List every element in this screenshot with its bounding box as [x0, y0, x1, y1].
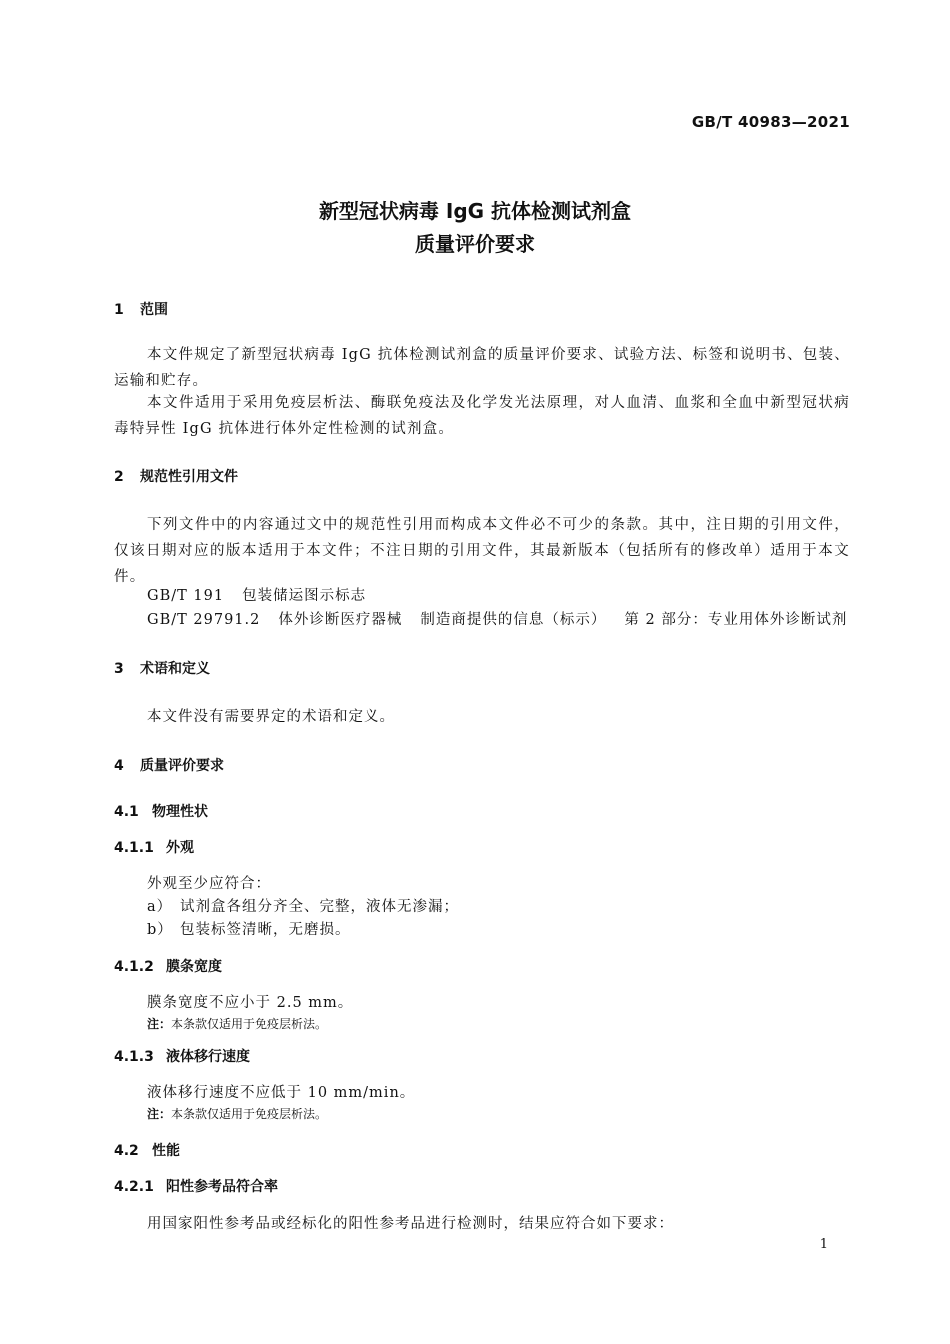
- section-title: 术语和定义: [140, 661, 210, 677]
- section-number: 4.1.3: [114, 1049, 154, 1065]
- section-1-heading: [114, 299, 168, 319]
- section-4-1-2-note: [147, 1015, 327, 1032]
- list-item-a: [147, 895, 459, 916]
- section-4-1-1-intro: 外观至少应符合：: [147, 876, 271, 892]
- section-1-paragraph-2: 本文件适用于采用免疫层析法、酶联免疫法及化学发光法原理，对人血清、血浆和全血中新型冠状病毒特异性 IgG 抗体进行体外定性检测的试剂盒。: [114, 395, 850, 437]
- section-number: 4.1.2: [114, 959, 154, 975]
- section-title: 性能: [152, 1143, 180, 1159]
- section-number: 4.1.1: [114, 840, 154, 856]
- section-title: 物理性状: [152, 804, 208, 820]
- note-text: 本条款仅适用于免疫层析法。: [171, 1107, 328, 1121]
- list-label: b）: [147, 922, 173, 938]
- section-4-2-heading: [114, 1140, 180, 1160]
- section-1-paragraph-1: 本文件规定了新型冠状病毒 IgG 抗体检测试剂盒的质量评价要求、试验方法、标签和说明书、包装、运输和贮存。: [114, 347, 850, 389]
- section-number: 4.1: [114, 804, 139, 820]
- section-4-2-1-heading: [114, 1176, 278, 1196]
- section-number: 2: [114, 469, 124, 485]
- reference-title-part-a: 体外诊断医疗器械: [278, 612, 403, 628]
- section-title: 质量评价要求: [140, 758, 224, 774]
- section-4-1-heading: [114, 801, 208, 821]
- reference-code: GB/T 191: [147, 588, 225, 604]
- document-title-line1: 新型冠状病毒 IgG 抗体检测试剂盒: [318, 199, 632, 223]
- section-number: 4.2: [114, 1143, 139, 1159]
- section-title: 膜条宽度: [166, 959, 222, 975]
- section-title: 范围: [140, 302, 168, 318]
- reference-code: GB/T 29791.2: [147, 612, 261, 628]
- standard-number: GB/T 40983—2021: [691, 113, 850, 131]
- page-number: 1: [819, 1237, 828, 1252]
- section-title: 规范性引用文件: [140, 469, 238, 485]
- reference-gbt-29791-2: [147, 608, 847, 629]
- reference-gbt-191: [147, 584, 366, 605]
- section-number: 4.2.1: [114, 1179, 154, 1195]
- reference-title-part-b: 制造商提供的信息（标示）: [420, 612, 607, 628]
- list-label: a）: [147, 899, 173, 915]
- section-4-1-3-heading: [114, 1046, 250, 1066]
- reference-title: 包装储运图示标志: [242, 588, 367, 604]
- note-label: 注：: [147, 1017, 172, 1031]
- section-3-heading: [114, 658, 210, 678]
- section-title: 阳性参考品符合率: [166, 1179, 278, 1195]
- section-4-1-2-paragraph: 膜条宽度不应小于 2.5 mm。: [147, 995, 354, 1011]
- section-number: 1: [114, 302, 124, 318]
- section-4-1-3-note: [147, 1105, 327, 1122]
- document-title-line2: 质量评价要求: [415, 232, 535, 256]
- section-2-paragraph-1: 下列文件中的内容通过文中的规范性引用而构成本文件必不可少的条款。其中，注日期的引用文件，仅该日期对应的版本适用于本文件；不注日期的引用文件，其最新版本（包括所有的修改单）适用于本文件。: [114, 517, 850, 585]
- section-4-1-2-heading: [114, 956, 222, 976]
- section-title: 外观: [166, 840, 194, 856]
- list-item-b: [147, 918, 351, 939]
- section-2-heading: [114, 466, 238, 486]
- section-number: 4: [114, 758, 124, 774]
- list-text: 试剂盒各组分齐全、完整，液体无渗漏；: [180, 899, 459, 915]
- section-3-paragraph-1: 本文件没有需要界定的术语和定义。: [147, 709, 395, 725]
- note-label: 注：: [147, 1107, 172, 1121]
- section-title: 液体移行速度: [166, 1049, 250, 1065]
- section-4-1-3-paragraph: 液体移行速度不应低于 10 mm/min。: [147, 1085, 416, 1101]
- section-4-2-1-paragraph: 用国家阳性参考品或经标化的阳性参考品进行检测时，结果应符合如下要求：: [147, 1216, 674, 1232]
- note-text: 本条款仅适用于免疫层析法。: [171, 1017, 328, 1031]
- section-number: 3: [114, 661, 124, 677]
- reference-title-part-c: 第 2 部分：专业用体外诊断试剂: [624, 612, 848, 628]
- section-4-heading: [114, 755, 224, 775]
- list-text: 包装标签清晰，无磨损。: [180, 922, 351, 938]
- section-4-1-1-heading: [114, 837, 194, 857]
